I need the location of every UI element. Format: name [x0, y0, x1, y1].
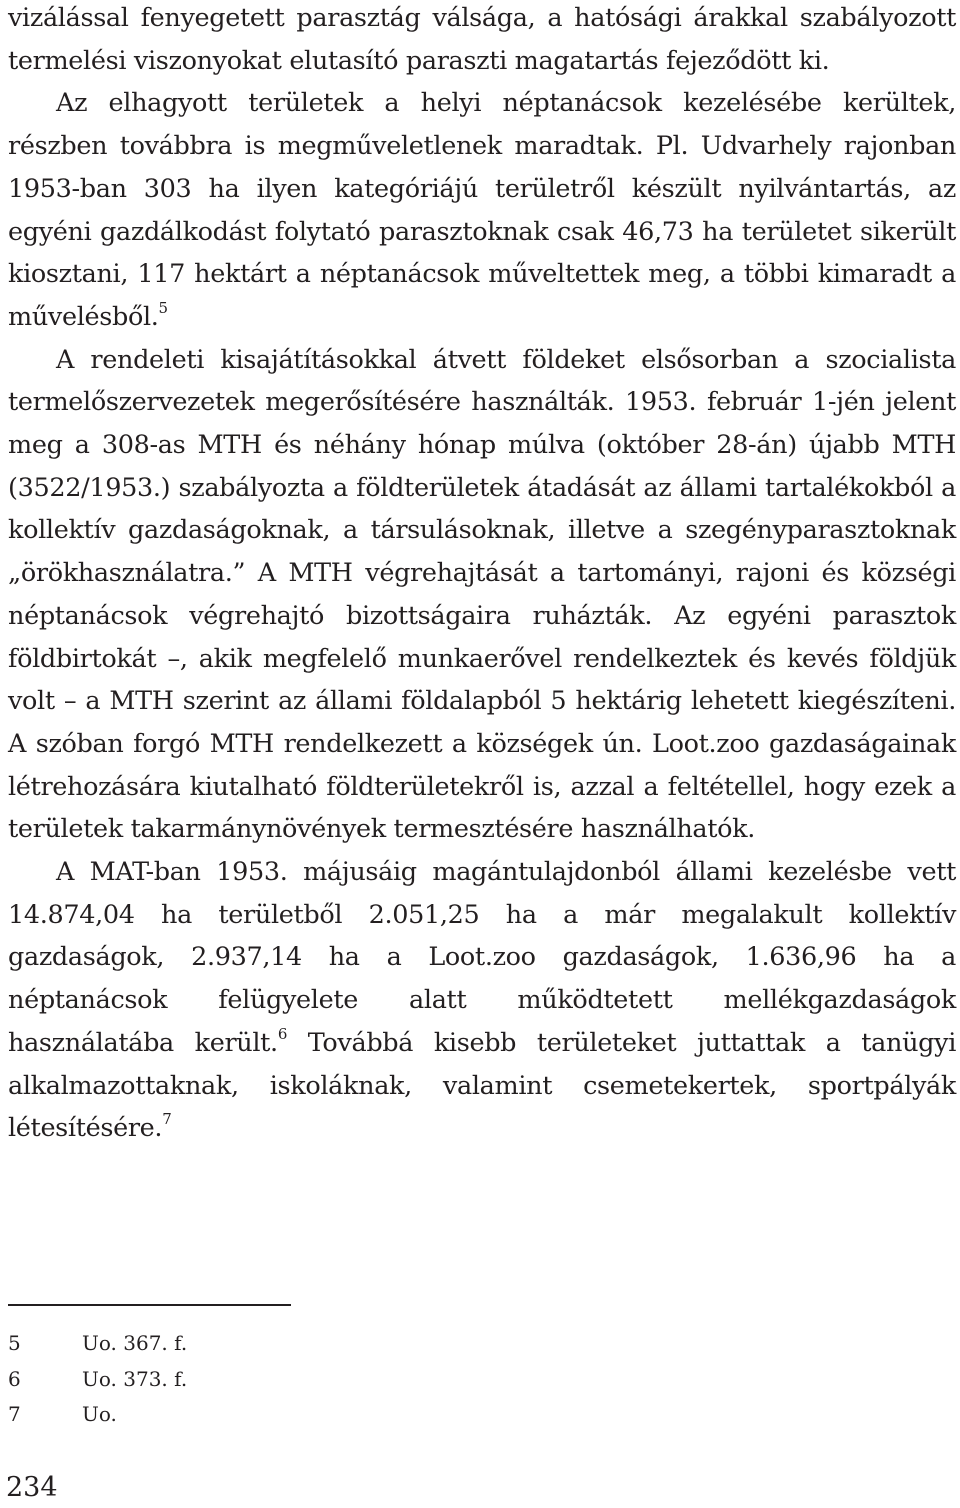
footnote-item [8, 1362, 187, 1398]
paragraph-3-text: A rendeleti kisajátításokkal átvett földeket elsősorban a szocialista termelőszervezetek megerősítésére használták. 1953. február 1-jén jelent meg a 308-as MTH és néhány hónap múlva (október 28-án) újabb MTH (3522/1953.) szabályozta a földterületek átadását az állami tartalékokból a kollektív gazdaságoknak, a társulásoknak, illetve a szegényparasztoknak „örökhasználatra.” A MTH végrehajtását a tartományi, rajoni és községi néptanácsok végrehajtó bizottságaira ruházták. Az egyéni parasztok földbirtokát –, akik megfelelő munkaerővel rendelkeztek és kevés földjük volt – a MTH szerint az állami földalapból 5 hektárig lehetett kiegészíteni. A szóban forgó MTH rendelkezett a községek ún. Loot.zoo gazdaságainak létrehozására kiutalható földterületekről is, azzal a feltétellel, hogy ezek a területek takarmánynövények termesztésére használhatók. [8, 344, 956, 845]
paragraph-4-text-b: Továbbá kisebb területeket juttattak a tanügyi alkalmazottaknak, iskoláknak, valamint csemetekertek, sportpályák létesítésére. [8, 1027, 956, 1144]
footnote-divider [8, 1304, 291, 1306]
page-body [8, 0, 956, 1150]
footnote-ref-7[interactable]: 7 [162, 1110, 172, 1129]
footnote-text: Uo. [82, 1402, 117, 1426]
paragraph-2-text: Az elhagyott területek a helyi néptanácsok kezelésébe kerültek, részben továbbra is megműveletlenek maradtak. Pl. Udvarhely rajonban 1953-ban 303 ha ilyen kategóriájú területről készült nyilvántartás, az egyéni gazdálkodást folytató parasztoknak csak 46,73 ha területet sikerült kiosztani, 117 hektárt a néptanácsok műveltettek meg, a többi kimaradt a művelésből. [8, 88, 956, 332]
page-number: 234 [6, 1472, 58, 1503]
paragraph-4 [8, 851, 956, 1150]
paragraph-1-text: vizálással fenyegetett parasztág válsága, a hatósági árakkal szabályozott termelési viszonyokat elutasító paraszti magatartás fejeződött ki. [8, 3, 956, 76]
footnote-number: 7 [8, 1402, 21, 1426]
footnote-item [8, 1326, 187, 1362]
footnote-item [8, 1397, 187, 1433]
paragraph-4-text-a: A MAT-ban 1953. májusáig magántulajdonból állami kezelésbe vett 14.874,04 ha területből 2.051,25 ha a már megalakult kollektív gazdaságok, 2.937,14 ha a Loot.zoo gazdaságok, 1.636,96 ha a néptanácsok felügyelete alatt működtetett mellékgazdaságok használatába került. [8, 857, 956, 1058]
paragraph-2 [8, 82, 956, 338]
footnote-ref-6[interactable]: 6 [277, 1024, 288, 1043]
footnote-number: 6 [8, 1366, 21, 1391]
footnote-number: 5 [8, 1331, 21, 1355]
footnote-text: Uo. 367. f. [82, 1331, 188, 1355]
footnotes [8, 1326, 187, 1433]
paragraph-1 [8, 0, 956, 82]
footnote-text: Uo. 373. f. [82, 1366, 188, 1391]
paragraph-3 [8, 339, 956, 851]
footnote-ref-5[interactable]: 5 [158, 298, 168, 317]
